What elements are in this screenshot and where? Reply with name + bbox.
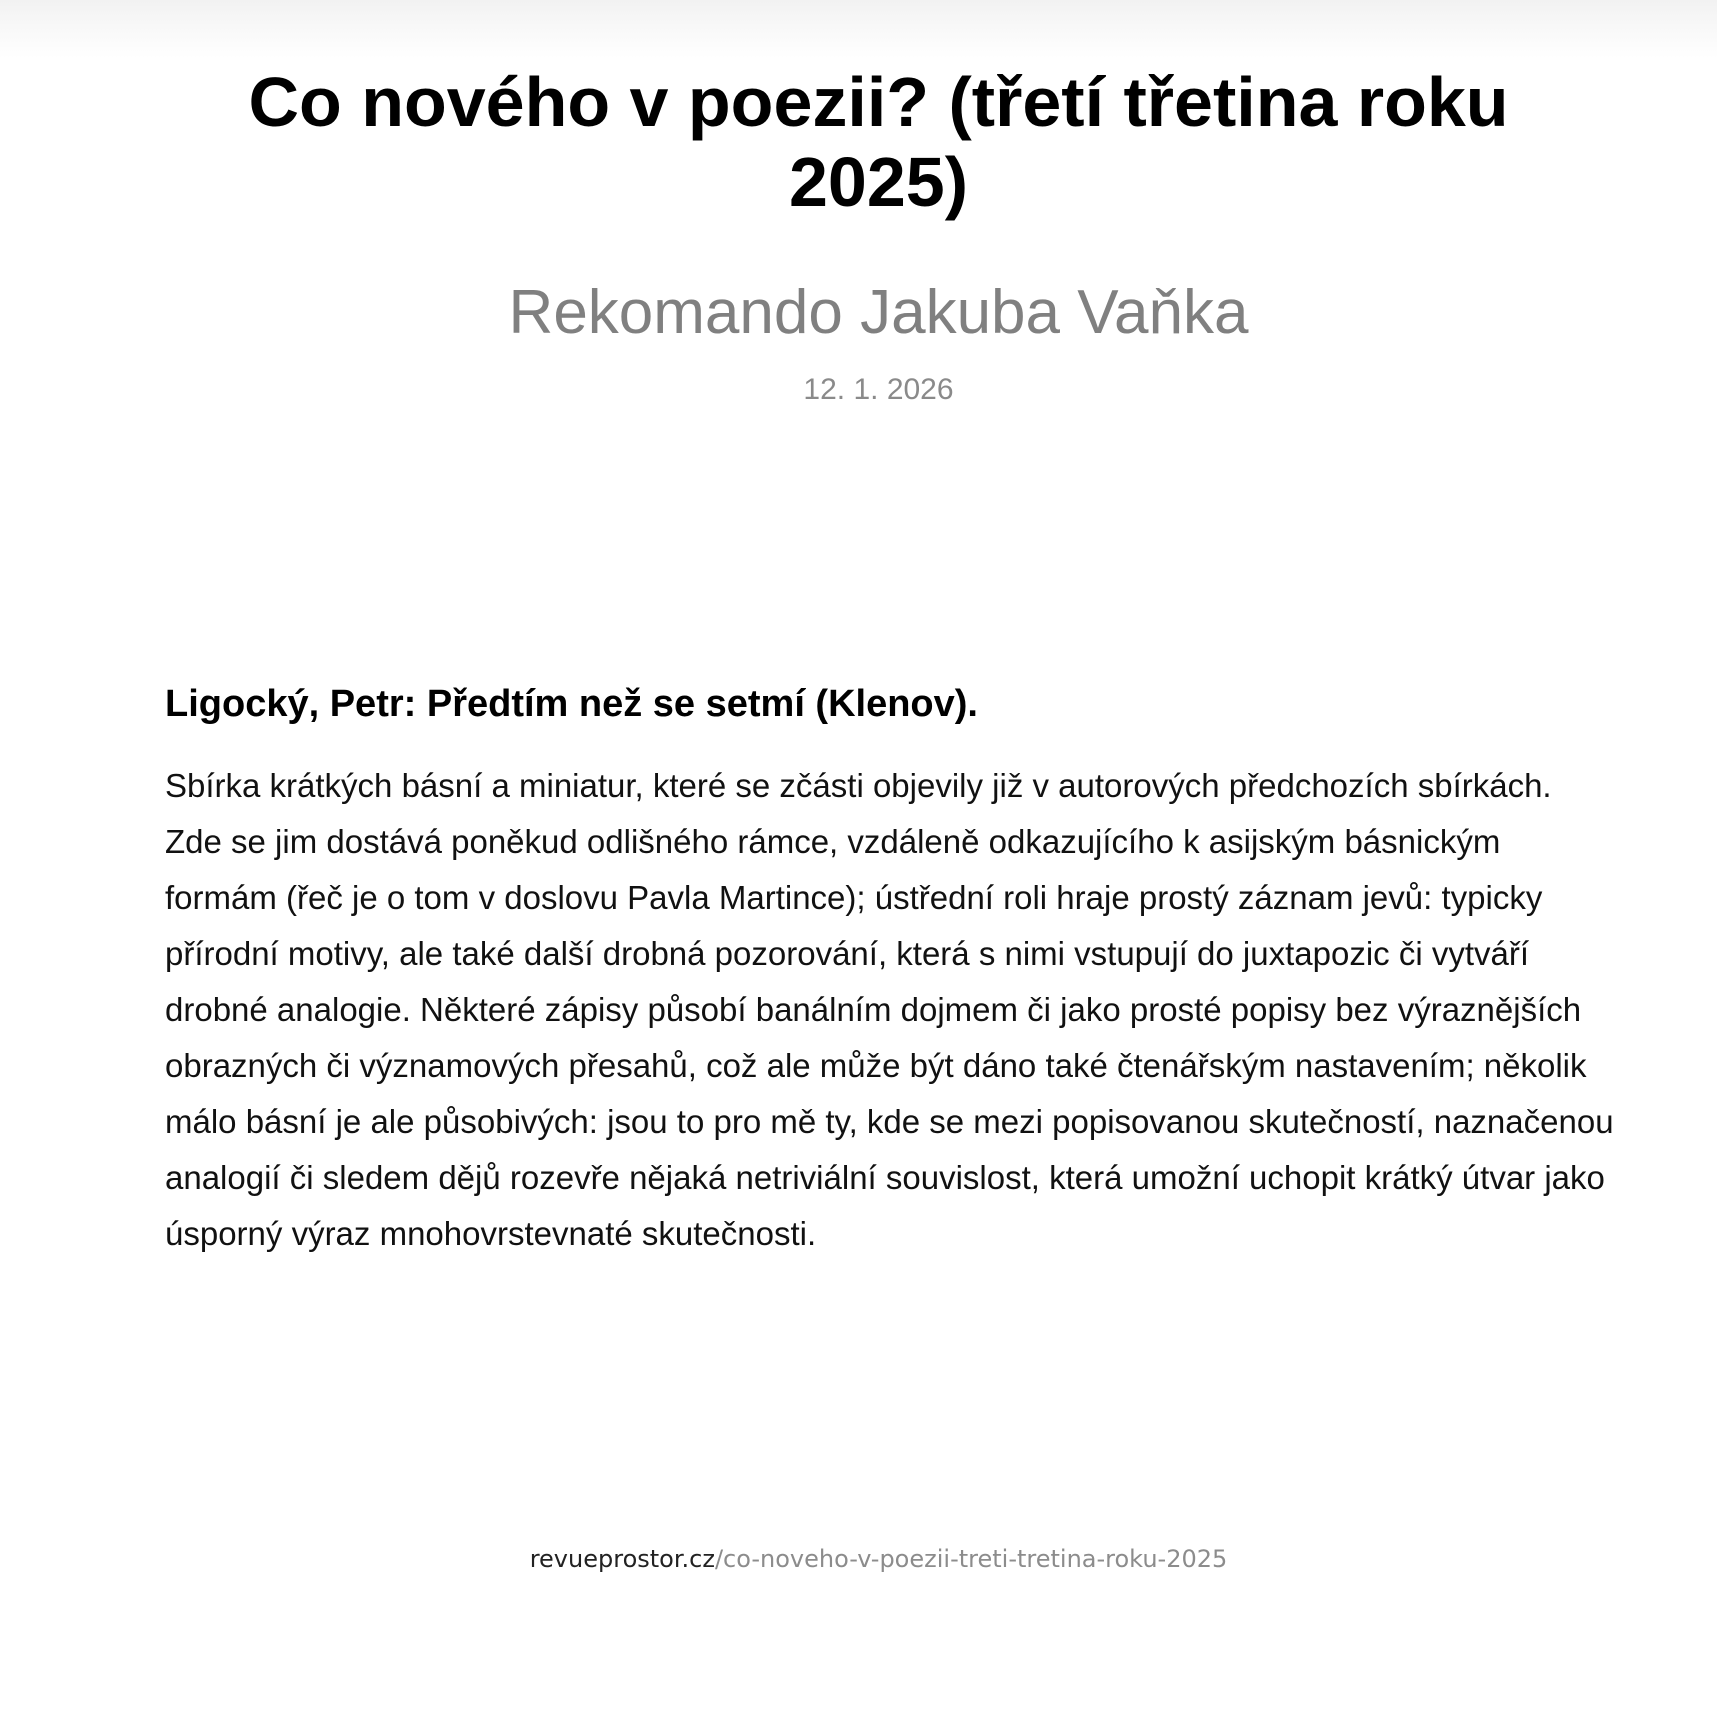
page-title: Co nového v poezii? (třetí třetina roku 2025)	[248, 63, 1509, 221]
source-domain: revueprostor.cz	[529, 1545, 715, 1573]
publish-date: 12. 1. 2026	[803, 373, 954, 406]
top-shade	[0, 0, 1717, 58]
source-url[interactable]	[160, 1543, 1597, 1575]
book-heading: Ligocký, Petr: Předtím než se setmí (Klenov).	[165, 683, 978, 725]
review-paragraph: Sbírka krátkých básní a miniatur, které se zčásti objevily již v autorových předchozích sbírkách. Zde se jim dostává poněkud odlišného rámce, vzdáleně odkazujícího k asijským básnickým formám (řeč je o tom v doslovu Pavla Martince); ústřední roli hraje prostý záznam jevů: typicky přírodní motivy, ale také další drobná pozorování, která s nimi vstupují do juxtapozic či vytváří drobné analogie. Některé zápisy působí banálním dojmem či jako prosté popisy bez výraznějších obrazných či významových přesahů, což ale může být dáno také čtenářským nastavením; několik málo básní je ale působivých: jsou to pro mě ty, kde se mezi popisovanou skutečností, naznačenou analogií či sledem dějů rozevře nějaká netriviální souvislost, která umožní uchopit krátký útvar jako úsporný výraz mnohovrstevnaté skutečnosti.	[165, 767, 1614, 1252]
page-subtitle: Rekomando Jakuba Vaňka	[508, 278, 1249, 347]
source-path: /co-noveho-v-poezii-treti-tretina-roku-2025	[714, 1545, 1228, 1573]
